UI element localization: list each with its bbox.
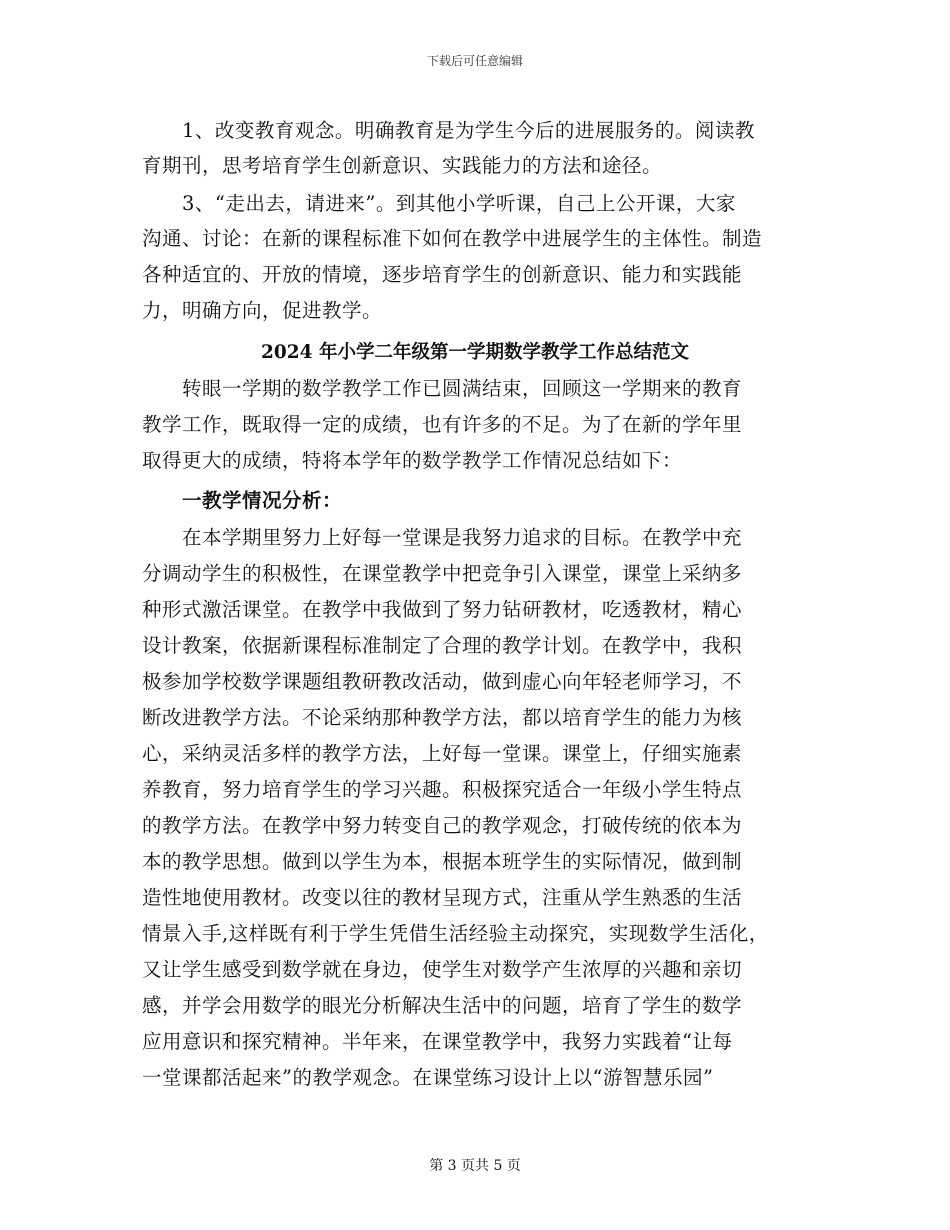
text-line: 种形式激活课堂。在教学中我做到了努力钻研教材，吃透教材，精心 — [142, 598, 743, 621]
text-line: 情景入手,这样既有利于学生凭借生活经验主动探究，实现数学生活化， — [142, 922, 769, 945]
subheading: 一教学情况分析： — [142, 489, 343, 512]
text-line: 感，并学会用数学的眼光分析解决生活中的问题，培育了学生的数学 — [142, 994, 743, 1017]
text-line: 分调动学生的积极性，在课堂教学中把竞争引入课堂，课堂上采纳多 — [142, 562, 743, 585]
text-line: 各种适宜的、开放的情境，逐步培育学生的创新意识、能力和实践能 — [142, 263, 743, 286]
text-line: 心，采纳灵活多样的教学方法，上好每一堂课。课堂上，仔细实施素 — [142, 742, 743, 765]
text-line: 教学工作，既取得一定的成绩，也有许多的不足。为了在新的学年里 — [142, 413, 743, 436]
text-line: 断改进教学方法。不论采纳那种教学方法，都以培育学生的能力为核 — [142, 706, 743, 729]
text-line: 的教学方法。在教学中努力转变自己的教学观念，打破传统的依本为 — [142, 814, 743, 837]
section-title: 2024 年小学二年级第一学期数学教学工作总结范文 — [261, 342, 689, 363]
text-line: 设计教案，依据新课程标准制定了合理的教学计划。在教学中，我积 — [142, 634, 743, 657]
text-line: 转眼一学期的数学教学工作已圆满结束，回顾这一学期来的教育 — [142, 377, 743, 400]
text-line: 造性地使用教材。改变以往的教材呈现方式，注重从学生熟悉的生活 — [142, 886, 743, 909]
text-line: 3、“走出去，请进来”。到其他小学听课，自己上公开课，大家 — [142, 192, 736, 215]
text-line: 养教育，努力培育学生的学习兴趣。积极探究适合一年级小学生特点 — [142, 778, 743, 801]
text-line: 应用意识和探究精神。半年来，在课堂教学中，我努力实践着“让每 — [142, 1030, 733, 1053]
text-line: 1、改变教育观念。明确教育是为学生今后的进展服务的。阅读教 — [142, 119, 755, 142]
text-line: 极参加学校数学课题组教研教改活动，做到虚心向年轻老师学习，不 — [142, 670, 743, 693]
text-line: 又让学生感受到数学就在身边，使学生对数学产生浓厚的兴趣和亲切 — [142, 958, 743, 981]
text-line: 取得更大的成绩，特将本学年的数学教学工作情况总结如下： — [142, 449, 683, 472]
text-line: 一堂课都活起来”的教学观念。在课堂练习设计上以“游智慧乐园” — [142, 1066, 714, 1089]
page-header: 下载后可任意编辑 — [426, 54, 523, 68]
text-line: 本的教学思想。做到以学生为本，根据本班学生的实际情况，做到制 — [142, 850, 743, 873]
text-line: 沟通、讨论：在新的课程标准下如何在教学中进展学生的主体性。制造 — [142, 227, 763, 250]
text-line: 力，明确方向，促进教学。 — [142, 299, 383, 322]
page-footer: 第 3 页共 5 页 — [429, 1158, 521, 1174]
text-line: 育期刊，思考培育学生创新意识、实践能力的方法和途径。 — [142, 154, 663, 177]
text-line: 在本学期里努力上好每一堂课是我努力追求的目标。在教学中充 — [142, 526, 743, 549]
